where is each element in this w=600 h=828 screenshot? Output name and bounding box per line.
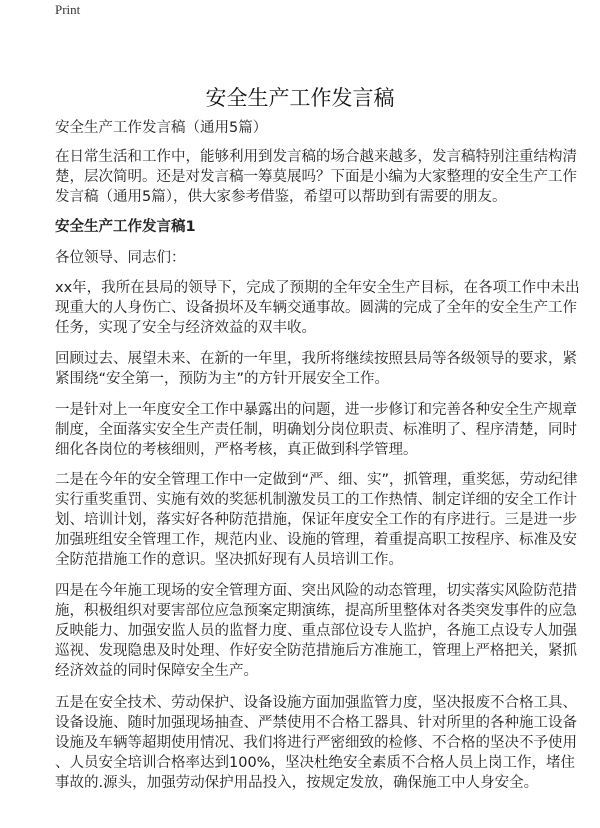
paragraph <box>55 278 580 338</box>
text-line: 经济效益的同时保障安全生产。 <box>55 663 258 679</box>
text-line: 现重大的人身伤亡、设备损坏及车辆交通事故。圆满的完成了全年的安全生产工作 <box>55 300 577 316</box>
text-line: 细化各岗位的考核细则，严格考核，真正做到科学管理。 <box>55 442 418 458</box>
text-line: 反映能力、加强安监人员的监督力度、重点部位设专人监护，各施工点设专人加强 <box>55 623 577 639</box>
text-line: 划、培训计划，落实好各种防范措施，保证年度安全工作的有序进行。三是进一步 <box>55 512 577 528</box>
print-link[interactable]: Print <box>55 2 81 17</box>
paragraph <box>55 349 577 389</box>
text-line: 任务，实现了安全与经济效益的双丰收。 <box>55 320 316 336</box>
text-line: 回顾过去、展望未来、在新的一年里，我所将继续按照县局等各级领导的要求，紧 <box>55 351 577 367</box>
paragraph <box>55 693 577 793</box>
text-line: 楚，层次简明。还是对发言稿一筹莫展吗？下面是小编为大家整理的安全生产工作 <box>55 169 577 185</box>
paragraph <box>55 581 577 681</box>
text-line: 全防范措施工作的意识。坚决抓好现有人员培训工作。 <box>55 552 403 568</box>
text-line: 紧围绕“安全第一，预防为主”的方针开展安全工作。 <box>55 371 390 387</box>
text-line: 设备设施、随时加强现场抽查、严禁使用不合格工器具、针对所里的各种施工设备 <box>55 715 577 731</box>
text-line: 制度，全面落实安全生产责任制，明确划分岗位职责、标准明了、程序清楚，同时 <box>55 422 577 438</box>
text-line: 五是在安全技术、劳动保护、设备设施方面加强监管力度，坚决报废不合格工具、 <box>55 695 577 711</box>
page-title: 安全生产工作发言稿 <box>205 86 395 110</box>
text-line: 实行重奖重罚、实施有效的奖惩机制激发员工的工作热情、制定详细的安全工作计 <box>55 492 577 508</box>
text-line: 加强班组安全管理工作，规范内业、设施的管理，着重提高职工按程序、标准及安 <box>55 532 577 548</box>
paragraph <box>55 470 578 570</box>
text-line: 在日常生活和工作中，能够利用到发言稿的场合越来越多，发言稿特别注重结构清 <box>55 149 577 165</box>
greeting: 各位领导、同志们： <box>55 250 186 266</box>
text-line: 设施及车辆等超期使用情况、我们将进行严密细致的检修、不合格的坚决不予使用 <box>55 735 577 751</box>
text-line: 二是在今年的安全管理工作中一定做到“严、细、实”，抓管理，重奖惩，劳动纪律 <box>55 472 578 488</box>
paragraph <box>55 400 577 460</box>
text-line: xx年，我所在县局的领导下，完成了预期的全年安全生产目标，在各项工作中未出 <box>55 280 580 296</box>
text-line: 施，积极组织对要害部位应急预案定期演练，提高所里整体对各类突发事件的应急 <box>55 603 577 619</box>
subtitle: 安全生产工作发言稿（通用5篇） <box>55 120 268 136</box>
text-line: 四是在今年施工现场的安全管理方面、突出风险的动态管理，切实落实风险防范措 <box>55 583 577 599</box>
section-heading: 安全生产工作发言稿1 <box>55 219 196 235</box>
text-line: 巡视、发现隐患及时处理、作好安全防范措施后方准施工，管理上严格把关，紧抓 <box>55 643 577 659</box>
intro-paragraph <box>55 147 577 207</box>
text-line: 一是针对上一年度安全工作中暴露出的问题，进一步修订和完善各种安全生产规章 <box>55 402 577 418</box>
text-line: 事故的.源头，加强劳动保护用品投入，按规定发放，确保施工中人身安全。 <box>55 775 539 791</box>
text-line: 、人员安全培训合格率达到100%，坚决杜绝安全素质不合格人员上岗工作，堵住 <box>55 755 575 771</box>
text-line: 发言稿（通用5篇），供大家参考借鉴，希望可以帮助到有需要的朋友。 <box>55 189 507 205</box>
